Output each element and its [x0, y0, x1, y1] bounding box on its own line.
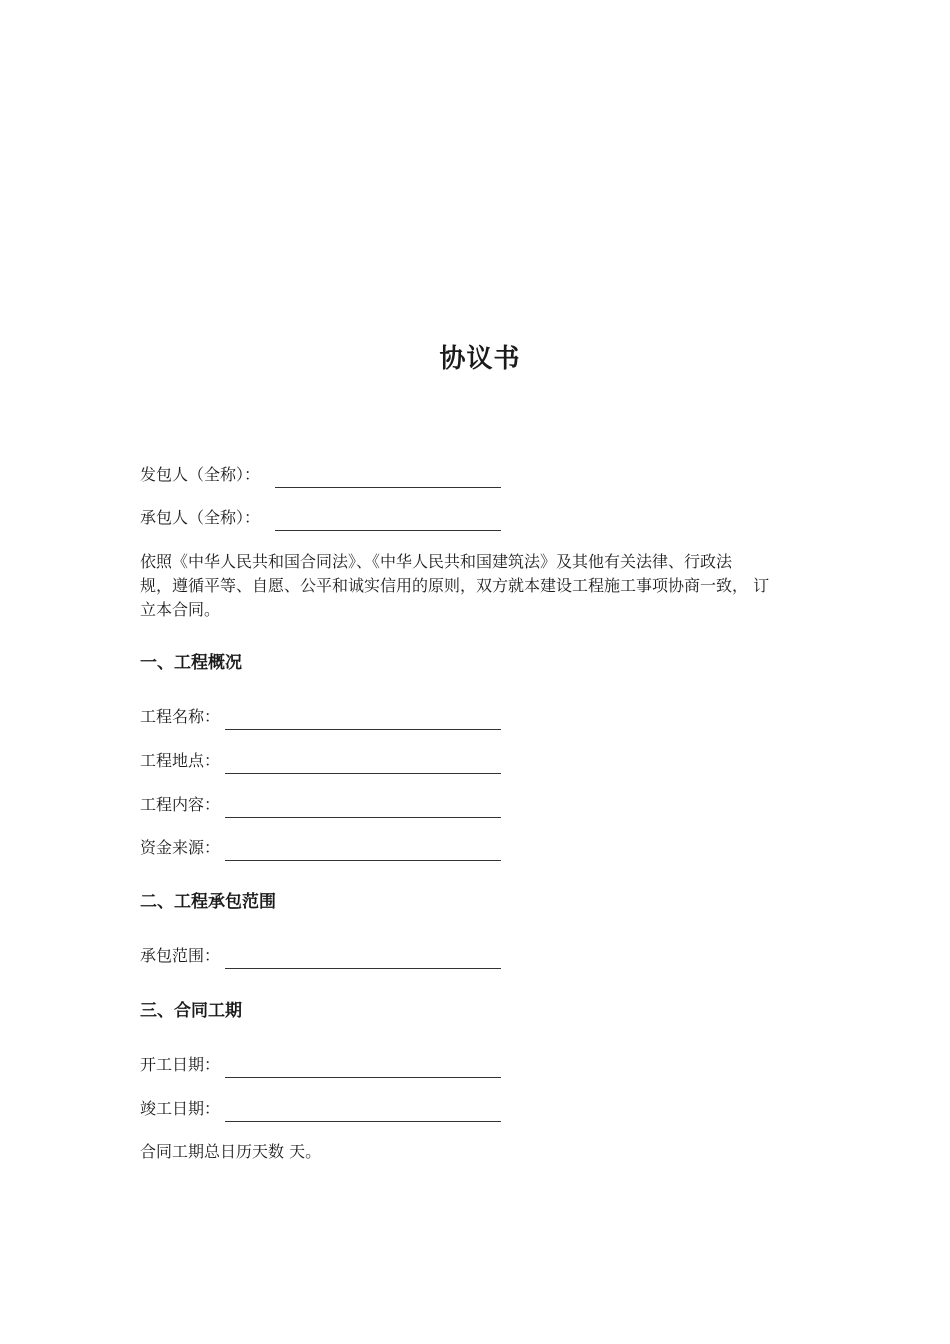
project-location-label: 工程地点： [140, 751, 221, 770]
project-content-field[interactable] [225, 795, 501, 818]
start-date-field[interactable] [225, 1055, 501, 1078]
project-name-field[interactable] [225, 707, 501, 730]
employer-row [140, 465, 260, 485]
project-location-field[interactable] [225, 751, 501, 774]
scope-row [140, 946, 220, 966]
contractor-row [140, 508, 260, 528]
funding-source-field[interactable] [225, 838, 501, 861]
project-content-row [140, 795, 220, 815]
scope-field[interactable] [225, 946, 501, 969]
start-date-label: 开工日期： [140, 1055, 221, 1074]
employer-label: 发包人（全称）： [140, 465, 261, 484]
intro-paragraph [140, 550, 816, 622]
document-title: 协议书 [439, 344, 521, 374]
start-date-row [140, 1055, 220, 1075]
project-content-label: 工程内容： [140, 795, 221, 814]
section-heading-scope: 二、工程承包范围 [140, 892, 276, 912]
intro-line: 立本合同。 [140, 600, 221, 619]
funding-source-label: 资金来源： [140, 838, 221, 857]
completion-date-row [140, 1099, 220, 1119]
scope-label: 承包范围： [140, 946, 221, 965]
section-heading-contract-period: 三、合同工期 [140, 1001, 242, 1021]
funding-source-row [140, 838, 220, 858]
completion-date-field[interactable] [225, 1099, 501, 1122]
employer-name-field[interactable] [275, 465, 501, 488]
contractor-label: 承包人（全称）： [140, 508, 261, 527]
total-days-text: 合同工期总日历天数 天。 [140, 1142, 322, 1161]
project-location-row [140, 751, 220, 771]
intro-line: 规，遵循平等、自愿、公平和诚实信用的原则，双方就本建设工程施工事项协商一致， 订 [140, 576, 770, 595]
section-heading-project-overview: 一、工程概况 [140, 653, 242, 673]
completion-date-label: 竣工日期： [140, 1099, 221, 1118]
project-name-row [140, 707, 220, 727]
intro-line: 依照《中华人民共和国合同法》、《中华人民共和国建筑法》及其他有关法律、行政法 [140, 552, 733, 571]
project-name-label: 工程名称： [140, 707, 221, 726]
contractor-name-field[interactable] [275, 508, 501, 531]
